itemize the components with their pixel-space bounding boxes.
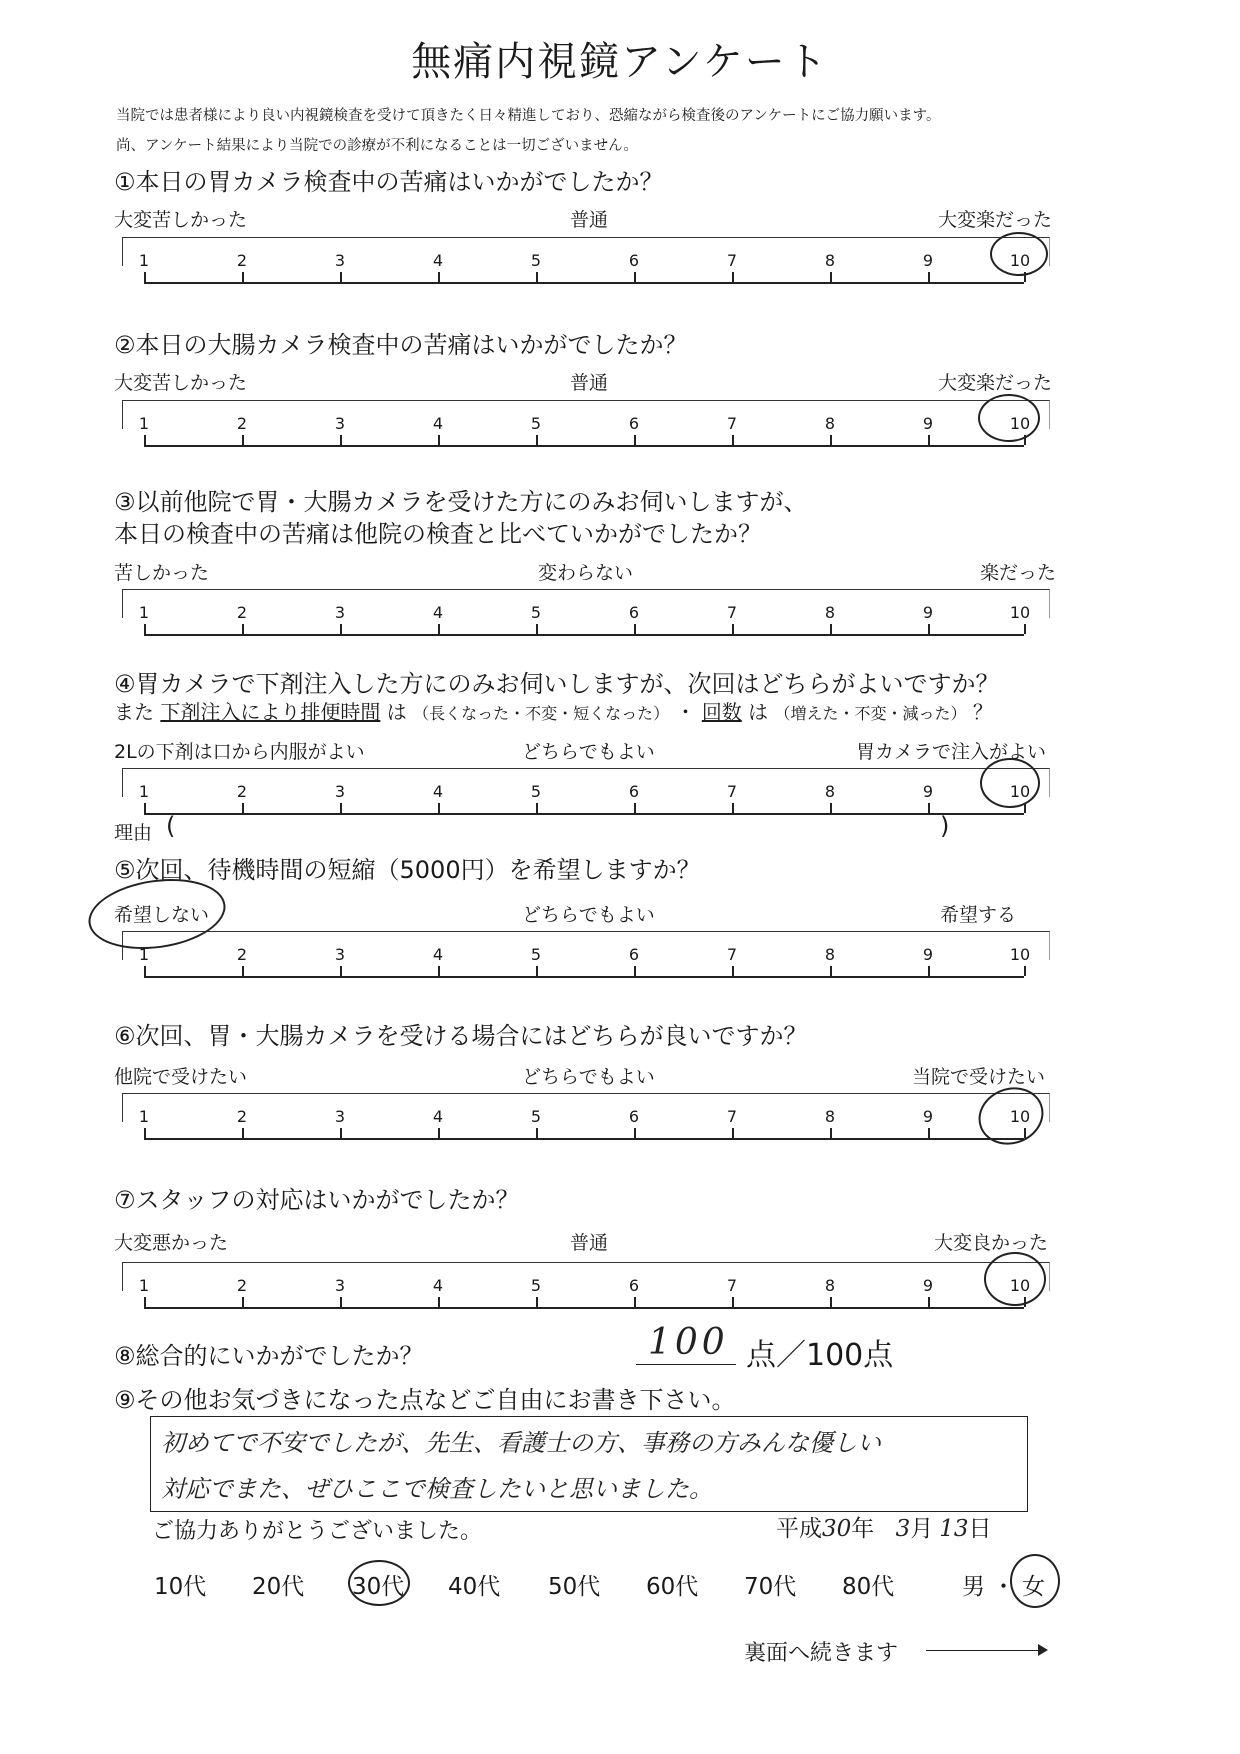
scale-tick [144,1128,146,1138]
question-3: ③以前他院で胃・大腸カメラを受けた方にのみお伺いしますが、 [114,488,808,516]
q2-rating-scale[interactable] [122,400,1050,460]
scale-option-1[interactable]: 1 [138,603,150,622]
scale-tick [928,1297,930,1307]
scale-tick [830,272,832,282]
question-7: ⑦スタッフの対応はいかがでしたか？ [114,1186,520,1214]
q5-right-label: 希望する [940,904,1017,926]
q4-reason-close-paren: ) [940,812,950,840]
scale-option-5[interactable]: 5 [530,251,542,270]
scale-tick [536,435,538,445]
scale-option-1[interactable]: 1 [138,251,150,270]
date-year: 30 [822,1516,852,1542]
scale-option-1[interactable]: 1 [138,945,150,964]
q9-comment-line-1: 初めてで不安でしたが、先生、看護士の方、事務の方みんな優しい [161,1429,881,1457]
scale-tick [634,803,636,813]
q1-mid-label: 普通 [570,209,609,231]
scale-tick [242,272,244,282]
scale-option-7[interactable]: 7 [726,603,738,622]
arrow-right-icon [1038,1644,1048,1656]
q6-right-label: 当院で受けたい [912,1066,1046,1088]
scale-tick [928,1128,930,1138]
question-9: ⑨その他お気づきになった点などご自由にお書き下さい。 [114,1386,736,1414]
scale-tick [830,624,832,634]
scale-option-9[interactable]: 9 [922,251,934,270]
scale-box [122,768,1050,797]
date-era: 平成 [776,1516,822,1542]
scale-option-10[interactable]: 10 [1009,603,1031,622]
scale-tick [438,272,440,282]
question-5: ⑤次回、待機時間の短縮（5000円）を希望しますか？ [114,856,701,884]
scale-option-1[interactable]: 1 [138,414,150,433]
scale-option-5[interactable]: 5 [530,414,542,433]
q2-answer-circle [978,394,1040,442]
q4-left-label: 2Lの下剤は口から内服がよい [114,741,365,763]
scale-axis [144,976,1024,978]
question-4: ④胃カメラで下剤注入した方にのみお伺いしますが、次回はどちらがよいですか？ [114,670,1000,698]
question-4-line-2 [114,696,993,725]
continue-arrow-line [926,1650,1042,1651]
scale-option-4[interactable]: 4 [432,1107,444,1126]
scale-option-1[interactable]: 1 [138,782,150,801]
scale-option-8[interactable]: 8 [824,414,836,433]
scale-option-3[interactable]: 3 [334,945,346,964]
scale-box [122,237,1050,266]
scale-tick [536,272,538,282]
q7-rating-scale[interactable] [122,1262,1050,1322]
scale-tick [830,803,832,813]
scale-option-1[interactable]: 1 [138,1107,150,1126]
scale-box [122,1262,1050,1291]
q5-mid-label: どちらでもよい [522,904,655,926]
q6-rating-scale[interactable] [122,1093,1050,1153]
q4-line2-f: は [748,700,769,724]
scale-tick [340,435,342,445]
gender-female-option[interactable]: 女 [1022,1574,1045,1600]
scale-tick [242,435,244,445]
scale-option-8[interactable]: 8 [824,603,836,622]
q7-right-label: 大変良かった [934,1232,1049,1254]
scale-tick [438,966,440,976]
scale-option-9[interactable]: 9 [922,1276,934,1295]
scale-tick [732,803,734,813]
scale-option-7[interactable]: 7 [726,1276,738,1295]
q4-line2-d: ・ [675,700,696,724]
scale-tick [340,624,342,634]
q8-score-underline [636,1364,736,1365]
age-option-60s[interactable]: 60代 [646,1574,699,1600]
scale-tick [242,966,244,976]
scale-option-10[interactable]: 10 [1009,945,1031,964]
scale-tick [144,1297,146,1307]
scale-tick [1024,624,1026,634]
scale-axis [144,634,1024,636]
scale-tick [340,803,342,813]
scale-option-2[interactable]: 2 [236,603,248,622]
scale-option-5[interactable]: 5 [530,1107,542,1126]
q1-right-label: 大変楽だった [938,209,1053,231]
scale-option-4[interactable]: 4 [432,782,444,801]
scale-option-8[interactable]: 8 [824,251,836,270]
q4-line2-options-1: （長くなった・不変・短くなった） [413,704,670,723]
age-option-50s[interactable]: 50代 [548,1574,601,1600]
q4-answer-circle [980,758,1040,808]
scale-option-6[interactable]: 6 [628,1276,640,1295]
gender-female-circle [1010,1554,1060,1608]
scale-tick [144,624,146,634]
scale-tick [634,272,636,282]
scale-tick [438,624,440,634]
q4-reason-open-paren: ( [166,812,176,840]
scale-tick [732,1297,734,1307]
q5-rating-scale[interactable] [122,931,1050,991]
scale-box [122,931,1050,960]
intro-line-1: 当院では患者様により良い内視鏡検査を受けて頂きたく日々精進しており、恐縮ながら検査後のアンケートにご協力願います。 [116,108,941,124]
scale-tick [536,1297,538,1307]
q5-left-label: 希望しない [114,904,210,926]
q2-right-label: 大変楽だった [938,372,1053,394]
scale-tick [928,272,930,282]
q9-comment-box[interactable] [150,1416,1028,1512]
scale-option-6[interactable]: 6 [628,251,640,270]
scale-tick [732,435,734,445]
scale-option-6[interactable]: 6 [628,603,640,622]
q6-left-label: 他院で受けたい [114,1066,248,1088]
age-option-10s[interactable]: 10代 [154,1574,207,1600]
scale-option-9[interactable]: 9 [922,603,934,622]
q1-left-label: 大変苦しかった [114,209,248,231]
gender-separator: ・ [992,1574,1015,1600]
q4-rating-scale[interactable] [122,768,1050,828]
q3-right-label: 楽だった [980,562,1057,584]
scale-option-4[interactable]: 4 [432,414,444,433]
date-field[interactable] [776,1510,992,1543]
scale-option-6[interactable]: 6 [628,414,640,433]
scale-option-6[interactable]: 6 [628,945,640,964]
q3-rating-scale[interactable] [122,589,1050,649]
date-day-unit: 日 [968,1516,992,1542]
q7-left-label: 大変悪かった [114,1232,229,1254]
scale-option-1[interactable]: 1 [138,1276,150,1295]
age-option-20s[interactable]: 20代 [252,1574,305,1600]
scale-tick [340,1128,342,1138]
scale-option-7[interactable]: 7 [726,782,738,801]
q7-answer-circle [984,1252,1046,1306]
scale-option-8[interactable]: 8 [824,945,836,964]
scale-box [122,589,1050,618]
date-month: 3 [895,1516,911,1542]
scale-tick [242,1297,244,1307]
q6-mid-label: どちらでもよい [522,1066,655,1088]
q4-mid-label: どちらでもよい [522,741,655,763]
date-month-unit: 月 [910,1516,934,1542]
q2-mid-label: 普通 [570,372,609,394]
scale-option-8[interactable]: 8 [824,1276,836,1295]
age-30s-circle [348,1560,410,1606]
scale-tick [438,1128,440,1138]
scale-option-9[interactable]: 9 [922,945,934,964]
scale-tick [340,966,342,976]
scale-option-5[interactable]: 5 [530,603,542,622]
scale-option-3[interactable]: 3 [334,603,346,622]
scale-option-2[interactable]: 2 [236,414,248,433]
scale-option-4[interactable]: 4 [432,251,444,270]
scale-tick [928,966,930,976]
scale-option-5[interactable]: 5 [530,782,542,801]
q3-left-label: 苦しかった [114,562,210,584]
scale-tick [830,966,832,976]
age-option-40s[interactable]: 40代 [448,1574,501,1600]
scale-option-10[interactable]: 10 [1009,251,1031,270]
q8-score-value[interactable]: 100 [648,1322,729,1363]
scale-tick [1024,966,1026,976]
scale-tick [536,803,538,813]
scale-tick [634,435,636,445]
scale-axis [144,282,1024,284]
scale-tick [634,966,636,976]
gender-male-option[interactable]: 男 [962,1574,985,1600]
scale-tick [438,1297,440,1307]
scale-option-10[interactable]: 10 [1009,414,1031,433]
scale-tick [242,1128,244,1138]
scale-option-10[interactable]: 10 [1009,1107,1031,1126]
q4-line2-c: は [386,700,407,724]
q4-line2-options-2: （増えた・不変・減った） [774,704,967,723]
scale-option-3[interactable]: 3 [334,1276,346,1295]
scale-tick [928,435,930,445]
scale-tick [144,435,146,445]
scale-option-8[interactable]: 8 [824,782,836,801]
q7-mid-label: 普通 [570,1232,609,1254]
scale-option-2[interactable]: 2 [236,1107,248,1126]
scale-tick [732,272,734,282]
q8-score-unit: 点／100点 [746,1338,894,1373]
question-3-line-2: 本日の検査中の苦痛は他院の検査と比べていかがでしたか？ [114,520,762,548]
scale-tick [144,966,146,976]
scale-box [122,1093,1050,1122]
scale-option-3[interactable]: 3 [334,1107,346,1126]
scale-option-4[interactable]: 4 [432,1276,444,1295]
scale-tick [144,803,146,813]
q2-left-label: 大変苦しかった [114,372,248,394]
scale-option-2[interactable]: 2 [236,1276,248,1295]
intro-line-2: 尚、アンケート結果により当院での診療が不利になることは一切ございません。 [116,138,638,154]
scale-option-9[interactable]: 9 [922,1107,934,1126]
scale-tick [830,1297,832,1307]
date-year-unit: 年 [851,1516,875,1542]
scale-tick [634,624,636,634]
scale-option-7[interactable]: 7 [726,414,738,433]
age-option-30s[interactable]: 30代 [352,1574,405,1600]
scale-tick [438,435,440,445]
q1-answer-circle [990,232,1048,276]
scale-option-5[interactable]: 5 [530,1276,542,1295]
date-day: 13 [939,1516,969,1542]
scale-option-9[interactable]: 9 [922,782,934,801]
scale-tick [928,624,930,634]
scale-tick [144,272,146,282]
scale-option-2[interactable]: 2 [236,945,248,964]
thanks-text: ご協力ありがとうございました。 [152,1519,483,1544]
scale-tick [438,803,440,813]
scale-axis [144,1138,1024,1140]
scale-tick [242,624,244,634]
scale-box [122,400,1050,429]
q4-reason-input[interactable] [186,820,926,846]
scale-tick [536,966,538,976]
age-option-80s[interactable]: 80代 [842,1574,895,1600]
scale-option-3[interactable]: 3 [334,414,346,433]
scale-option-4[interactable]: 4 [432,603,444,622]
scale-tick [340,272,342,282]
question-6: ⑥次回、胃・大腸カメラを受ける場合にはどちらが良いですか？ [114,1022,808,1050]
scale-option-7[interactable]: 7 [726,1107,738,1126]
scale-option-10[interactable]: 10 [1009,782,1031,801]
q4-line2-a: また [114,700,154,724]
scale-option-5[interactable]: 5 [530,945,542,964]
scale-axis [144,813,1024,815]
scale-option-3[interactable]: 3 [334,782,346,801]
q4-line2-e: 回数 [701,700,742,724]
scale-tick [634,1297,636,1307]
scale-tick [830,435,832,445]
q4-right-label: 胃カメラで注入がよい [856,741,1047,763]
scale-axis [144,445,1024,447]
scale-tick [732,624,734,634]
age-option-70s[interactable]: 70代 [744,1574,797,1600]
scale-tick [536,624,538,634]
scale-option-6[interactable]: 6 [628,1107,640,1126]
scale-option-7[interactable]: 7 [726,945,738,964]
scale-tick [242,803,244,813]
scale-option-9[interactable]: 9 [922,414,934,433]
scale-tick [732,966,734,976]
continue-text: 裏面へ続きます [744,1641,899,1666]
q4-line2-b: 下剤注入により排便時間 [160,700,381,724]
question-2: ②本日の大腸カメラ検査中の苦痛はいかがでしたか？ [114,331,688,359]
scale-tick [340,1297,342,1307]
scale-option-6[interactable]: 6 [628,782,640,801]
scale-option-8[interactable]: 8 [824,1107,836,1126]
scale-tick [536,1128,538,1138]
scale-tick [732,1128,734,1138]
scale-option-3[interactable]: 3 [334,251,346,270]
scale-option-2[interactable]: 2 [236,251,248,270]
scale-option-2[interactable]: 2 [236,782,248,801]
question-8: ⑧総合的にいかがでしたか？ [114,1342,424,1370]
scale-option-7[interactable]: 7 [726,251,738,270]
q9-comment-line-2: 対応でまた、ぜひここで検査したいと思いました。 [161,1475,713,1503]
q3-mid-label: 変わらない [538,562,634,584]
q4-line2-g: ？ [972,700,993,724]
scale-axis [144,1307,1024,1309]
scale-tick [928,803,930,813]
q1-rating-scale[interactable] [122,237,1050,297]
scale-tick [634,1128,636,1138]
q4-reason-label: 理由 [114,822,153,844]
scale-tick [830,1128,832,1138]
page-title: 無痛内視鏡アンケート [411,39,829,85]
scale-option-4[interactable]: 4 [432,945,444,964]
scale-option-10[interactable]: 10 [1009,1276,1031,1295]
question-1: ①本日の胃カメラ検査中の苦痛はいかがでしたか？ [114,168,664,196]
